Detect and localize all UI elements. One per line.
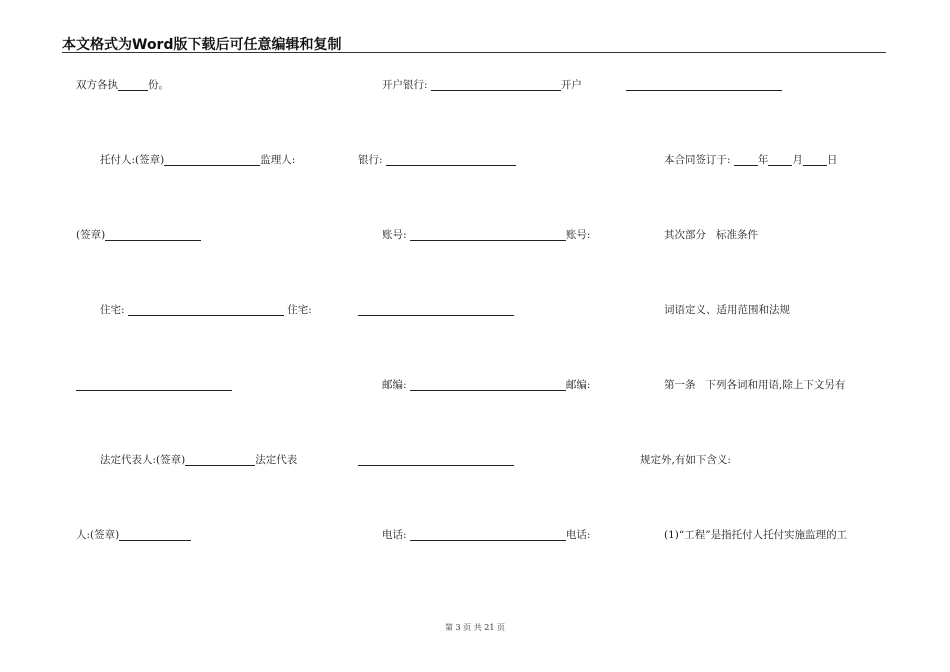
line-signed-date — [640, 147, 890, 222]
line-empty — [640, 72, 890, 147]
line-phone — [358, 522, 628, 597]
text-supervisor: 监理人: — [260, 154, 296, 166]
text-client-sign: 托付人:(签章) — [100, 154, 165, 166]
text-bank-b: 开户 — [560, 79, 582, 91]
column-middle — [358, 72, 628, 597]
line-person-seal — [76, 522, 336, 597]
text-account-b: 账号: — [565, 229, 591, 241]
text-person-seal: 人:(签章) — [76, 529, 120, 541]
blank-bank — [431, 76, 561, 91]
text-seal: (签章) — [76, 229, 106, 241]
blank-address — [128, 301, 284, 316]
text-bank-a: 开户银行: — [382, 79, 428, 91]
text-month: 月 — [792, 154, 803, 166]
blank-address-2 — [358, 301, 514, 316]
text-part-two: 其次部分 标准条件 — [664, 229, 759, 241]
text-postcode-a: 邮编: — [382, 379, 407, 391]
line-blank — [76, 372, 336, 447]
text-phone-a: 电话: — [382, 529, 407, 541]
blank-legal-rep-2 — [358, 451, 514, 466]
text-account-a: 账号: — [382, 229, 407, 241]
text-legal-rep-b: 法定代表 — [255, 454, 298, 466]
blank-day — [803, 151, 827, 166]
line-meaning — [640, 447, 890, 522]
blank-account — [410, 226, 566, 241]
column-right — [640, 72, 890, 597]
header-divider — [62, 52, 886, 53]
line-address-2 — [358, 297, 628, 372]
text-definitions: 词语定义、适用范围和法规 — [664, 304, 790, 316]
text-copies-a: 双方各执 — [76, 79, 118, 91]
line-client-sign — [76, 147, 336, 222]
text-postcode-b: 邮编: — [565, 379, 591, 391]
line-project-def — [640, 522, 890, 597]
blank-month — [768, 151, 792, 166]
line-address — [76, 297, 336, 372]
blank-year — [734, 151, 758, 166]
line-part-two — [640, 222, 890, 297]
line-bank-2 — [358, 147, 628, 222]
column-left — [76, 72, 336, 597]
blank-postcode — [410, 376, 566, 391]
text-meaning: 规定外,有如下含义: — [640, 454, 731, 466]
blank-client-sign — [164, 151, 260, 166]
line-postcode — [358, 372, 628, 447]
blank-legal-rep — [185, 451, 255, 466]
page-number: 第 3 页 共 21 页 — [445, 623, 505, 632]
blank-person-seal — [119, 526, 191, 541]
text-legal-rep-a: 法定代表人:(签章) — [100, 454, 186, 466]
text-project-def: (1)“工程”是指托付人托付实施监理的工 — [664, 529, 848, 541]
text-article-one: 第一条 下列各词和用语,除上下文另有 — [664, 379, 846, 391]
blank-address-cont — [76, 376, 232, 391]
line-copies — [76, 72, 336, 147]
text-address-b: 住宅: — [287, 304, 312, 316]
line-article-one — [640, 372, 890, 447]
text-copies-b: 份。 — [148, 79, 169, 91]
blank-copies — [118, 76, 148, 91]
text-bank-2: 银行: — [358, 154, 383, 166]
line-definitions — [640, 297, 890, 372]
line-legal-rep — [76, 447, 336, 522]
document-header-title: 本文格式为Word版下载后可任意编辑和复制 — [62, 37, 342, 53]
line-account — [358, 222, 628, 297]
text-signed-date: 本合同签订于: — [664, 154, 731, 166]
line-legal-rep-2 — [358, 447, 628, 522]
blank-phone — [410, 526, 566, 541]
line-seal — [76, 222, 336, 297]
text-year: 年 — [757, 154, 769, 166]
text-phone-b: 电话: — [565, 529, 591, 541]
text-day: 日 — [826, 154, 838, 166]
blank-seal — [105, 226, 201, 241]
text-address-a: 住宅: — [100, 304, 125, 316]
line-bank — [358, 72, 628, 147]
blank-bank-3 — [386, 151, 516, 166]
